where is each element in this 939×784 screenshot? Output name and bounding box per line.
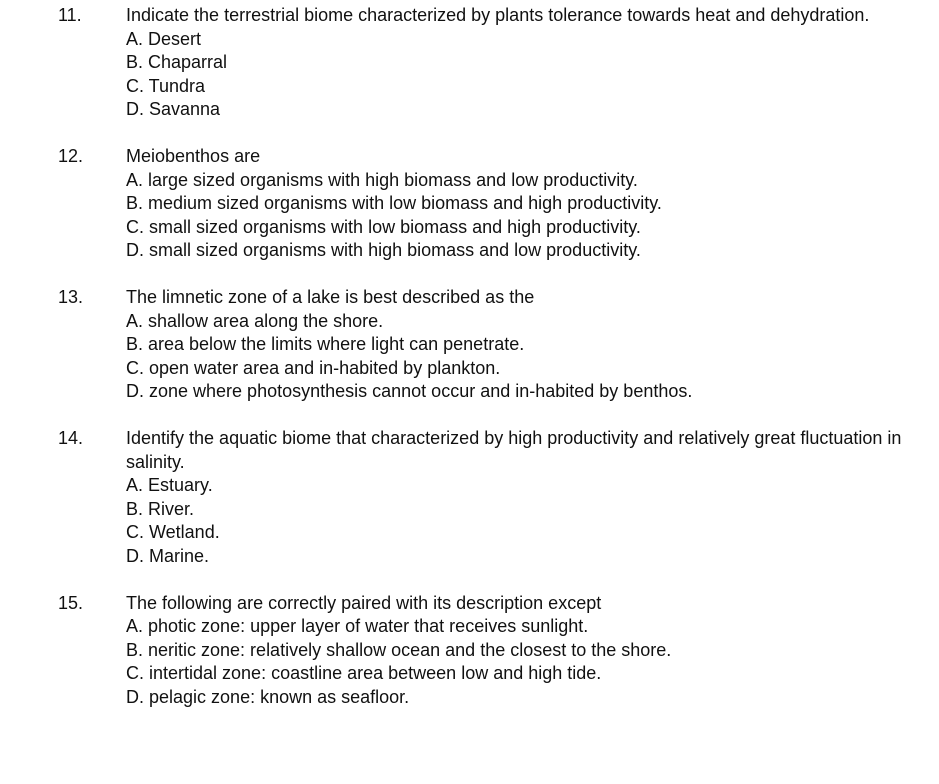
option-c: C. intertidal zone: coastline area between low and high tide. bbox=[126, 663, 602, 683]
option-b: B. neritic zone: relatively shallow ocean and the closest to the shore. bbox=[126, 639, 672, 660]
question-stem: Indicate the terrestrial biome characterized by plants tolerance towards heat and dehydration. bbox=[126, 5, 870, 25]
question-12 bbox=[0, 145, 939, 263]
question-body bbox=[126, 4, 906, 122]
option-b: B. area below the limits where light can penetrate. bbox=[126, 334, 525, 354]
question-number: 13. bbox=[58, 287, 84, 307]
question-number: 15. bbox=[58, 592, 84, 613]
question-14 bbox=[0, 427, 939, 568]
option-c: C. Tundra bbox=[126, 75, 206, 96]
option-list bbox=[126, 28, 906, 122]
question-body bbox=[126, 145, 906, 263]
question-13 bbox=[0, 286, 939, 404]
option-d: D. Savanna bbox=[126, 99, 221, 119]
option-b: B. medium sized organisms with low biomass and high productivity. bbox=[126, 193, 662, 213]
question-body bbox=[126, 286, 906, 404]
option-d: D. Marine. bbox=[126, 545, 210, 566]
question-11 bbox=[0, 4, 939, 122]
question-body bbox=[126, 427, 906, 568]
option-d: D. pelagic zone: known as seafloor. bbox=[126, 686, 410, 707]
option-c: C. Wetland. bbox=[126, 522, 220, 542]
option-d: D. small sized organisms with high biomass and low productivity. bbox=[126, 240, 641, 260]
question-stem: Meiobenthos are bbox=[126, 146, 261, 166]
question-number: 12. bbox=[58, 146, 84, 166]
option-list bbox=[126, 615, 906, 709]
option-c: C. small sized organisms with low biomass and high productivity. bbox=[126, 216, 641, 237]
option-a: A. photic zone: upper layer of water that receives sunlight. bbox=[126, 616, 589, 636]
option-a: A. large sized organisms with high biomass and low productivity. bbox=[126, 169, 638, 190]
option-b: B. Chaparral bbox=[126, 52, 228, 72]
question-15 bbox=[0, 592, 939, 710]
question-number: 14. bbox=[58, 428, 84, 448]
option-a: A. shallow area along the shore. bbox=[126, 310, 384, 331]
option-a: A. Estuary. bbox=[126, 475, 213, 495]
option-list bbox=[126, 169, 906, 263]
question-number: 11. bbox=[58, 5, 82, 25]
question-stem: The following are correctly paired with its description except bbox=[126, 592, 602, 613]
option-a: A. Desert bbox=[126, 28, 202, 49]
option-list bbox=[126, 474, 906, 568]
question-body bbox=[126, 592, 906, 710]
option-d: D. zone where photosynthesis cannot occur and in-habited by benthos. bbox=[126, 381, 693, 401]
option-b: B. River. bbox=[126, 498, 195, 519]
question-stem: The limnetic zone of a lake is best described as the bbox=[126, 287, 535, 307]
option-list bbox=[126, 310, 906, 404]
question-stem: Identify the aquatic biome that characterized by high productivity and relatively great fluctuation in salinity. bbox=[126, 428, 902, 472]
option-c: C. open water area and in-habited by plankton. bbox=[126, 357, 501, 378]
